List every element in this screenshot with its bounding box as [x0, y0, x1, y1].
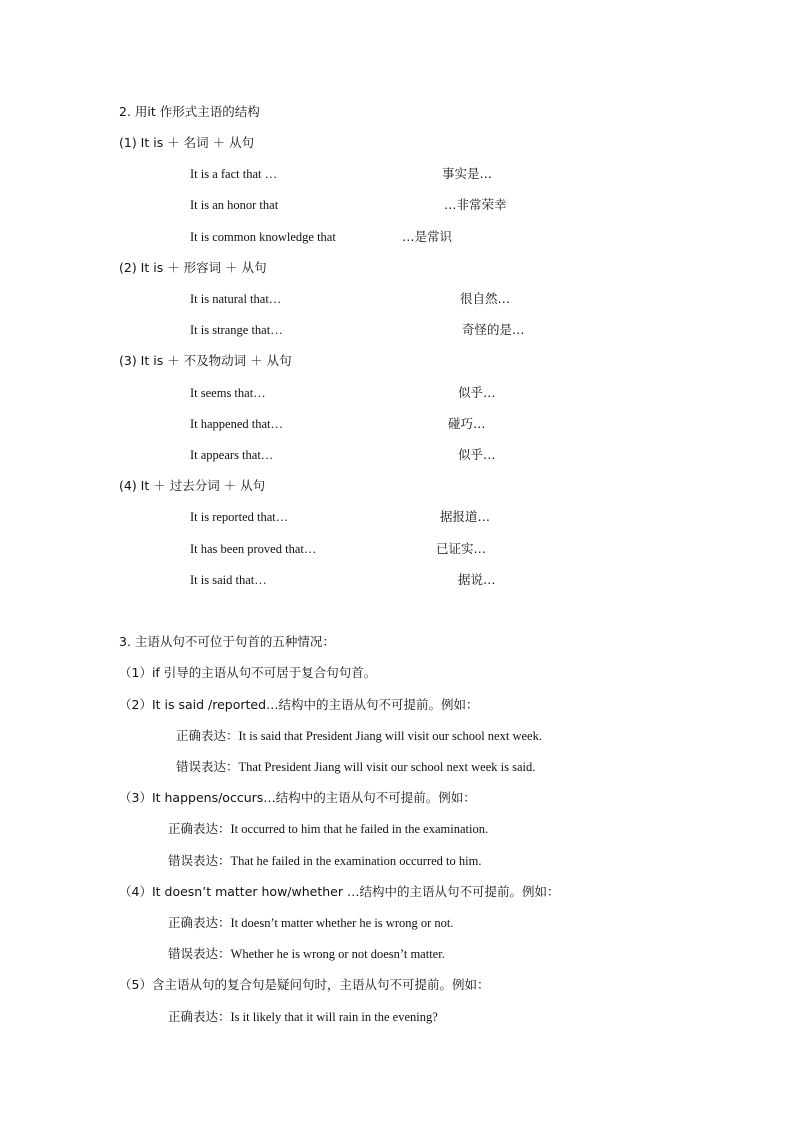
case5-correct-line: [168, 1009, 438, 1025]
group1-item3-en: It is common knowledge that: [190, 230, 336, 244]
group2-item2-cn: 奇怪的是…: [462, 322, 525, 337]
case5-text: （5）含主语从句的复合句是疑问句时，主语从句不可提前。例如：: [119, 977, 490, 992]
group1-item3-cn: …是常识: [402, 229, 453, 244]
group3-item3-en: It appears that…: [190, 448, 274, 462]
group4-item3-cn: 据说…: [458, 572, 496, 587]
correct-example: It occurred to him that he failed in the examination.: [230, 822, 489, 836]
group3-item2-cn: 碰巧…: [448, 416, 486, 431]
group4-item2-cn: 已证实…: [436, 541, 487, 556]
case3-text: （3）It happens/occurs…结构中的主语从句不可提前。例如：: [119, 790, 476, 805]
wrong-example: Whether he is wrong or not doesn’t matter.: [230, 947, 445, 961]
group1-item1-cn: 事实是…: [442, 166, 493, 181]
case3-wrong-line: [168, 853, 481, 869]
group4-item1-en: It is reported that…: [190, 510, 289, 524]
group1-label: (1) It is ＋ 名词 ＋ 从句: [119, 135, 255, 150]
correct-label: 正确表达：: [176, 728, 239, 743]
case1-text: （1）if 引导的主语从句不可居于复合句句首。: [119, 665, 377, 680]
section2-heading: 2. 用it 作形式主语的结构: [119, 104, 260, 119]
case4-text: （4）It doesn’t matter how/whether …结构中的主语从句不可提前。例如：: [119, 884, 560, 899]
case4-correct-line: [168, 915, 454, 931]
group2-item1-en: It is natural that…: [190, 292, 282, 306]
case2-correct-line: [176, 728, 542, 744]
wrong-label: 错误表达：: [168, 853, 231, 868]
case2-text: （2）It is said /reported…结构中的主语从句不可提前。例如：: [119, 697, 479, 712]
wrong-example: That he failed in the examination occurred to him.: [230, 854, 482, 868]
group4-label: (4) It ＋ 过去分词 ＋ 从句: [119, 478, 266, 493]
section3-heading: 3. 主语从句不可位于句首的五种情况：: [119, 634, 335, 649]
group3-label: (3) It is ＋ 不及物动词 ＋ 从句: [119, 353, 292, 368]
correct-example: It is said that President Jiang will visit our school next week.: [238, 729, 542, 743]
group3-item1-en: It seems that…: [190, 386, 266, 400]
group1-item2-cn: …非常荣幸: [444, 197, 507, 212]
wrong-label: 错误表达：: [176, 759, 239, 774]
group4-item1-cn: 据报道…: [440, 509, 491, 524]
correct-example: It doesn’t matter whether he is wrong or not.: [230, 916, 454, 930]
case4-wrong-line: [168, 946, 445, 962]
group2-item2-en: It is strange that…: [190, 323, 283, 337]
group2-label: (2) It is ＋ 形容词 ＋ 从句: [119, 260, 267, 275]
group3-item2-en: It happened that…: [190, 417, 284, 431]
group4-item2-en: It has been proved that…: [190, 542, 317, 556]
correct-example: Is it likely that it will rain in the evening?: [230, 1010, 438, 1024]
case2-wrong-line: [176, 759, 535, 775]
group4-item3-en: It is said that…: [190, 573, 267, 587]
correct-label: 正确表达：: [168, 915, 231, 930]
group2-item1-cn: 很自然…: [460, 291, 511, 306]
group3-item3-cn: 似乎…: [458, 447, 496, 462]
group3-item1-cn: 似乎…: [458, 385, 496, 400]
correct-label: 正确表达：: [168, 1009, 231, 1024]
correct-label: 正确表达：: [168, 821, 231, 836]
wrong-example: That President Jiang will visit our school next week is said.: [238, 760, 536, 774]
wrong-label: 错误表达：: [168, 946, 231, 961]
group1-item1-en: It is a fact that …: [190, 167, 278, 181]
group1-item2-en: It is an honor that: [190, 198, 279, 212]
case3-correct-line: [168, 821, 488, 837]
